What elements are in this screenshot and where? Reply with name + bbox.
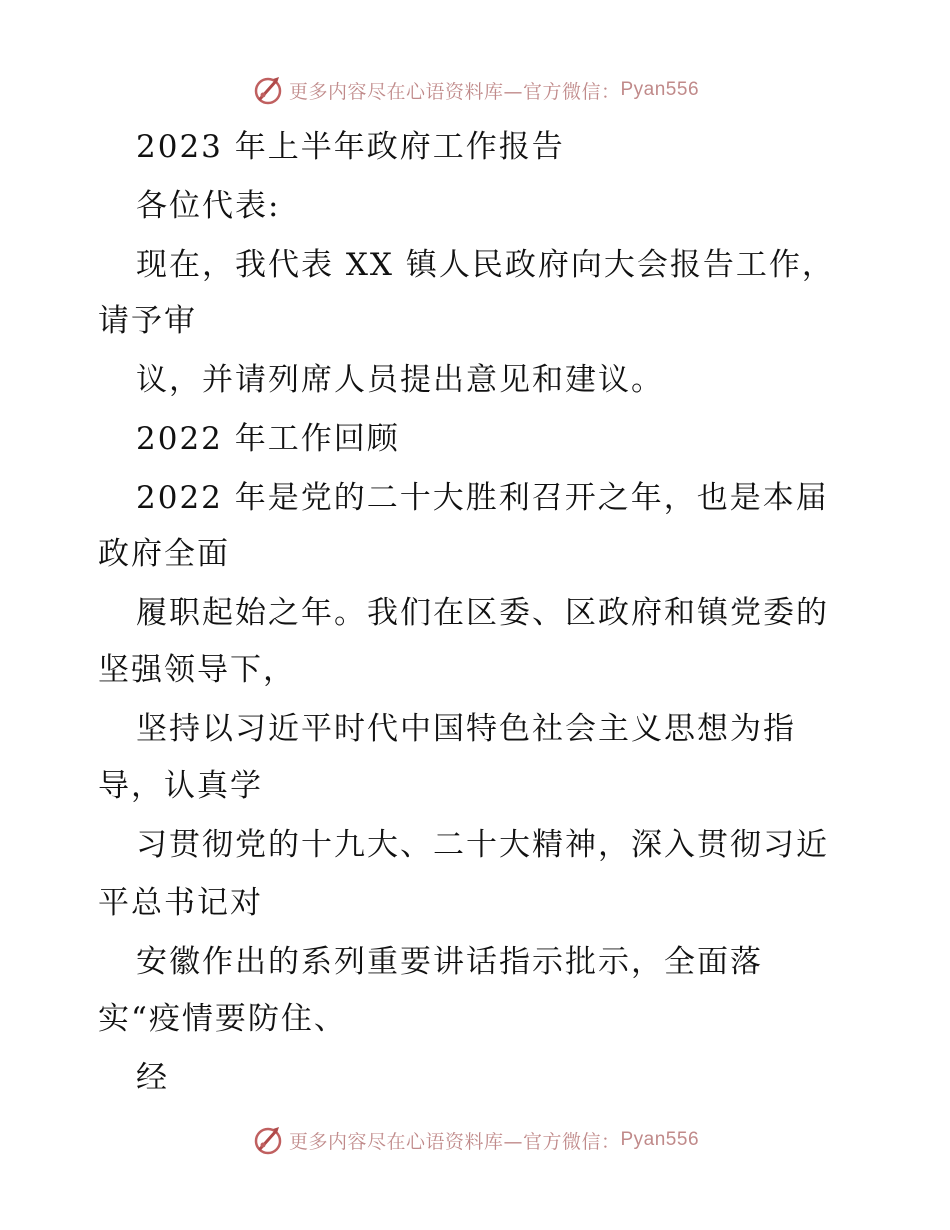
- watermark-text: 更多内容尽在心语资料库—官方微信：: [288, 80, 621, 103]
- doc-line: 实“疫情要防住、: [98, 1001, 347, 1037]
- watermark-handle: Pyan556: [620, 1129, 700, 1150]
- doc-title: 2023 年上半年政府工作报告: [136, 129, 565, 165]
- doc-line: 各位代表:: [136, 188, 281, 224]
- doc-line: 安徽作出的系列重要讲话指示批示，全面落: [136, 944, 763, 980]
- doc-line: 现在，我代表 XX 镇人民政府向大会报告工作，: [136, 247, 835, 283]
- brush-logo-icon: [251, 1123, 285, 1157]
- doc-line: 请予审: [98, 303, 197, 339]
- brush-logo-icon: [251, 73, 285, 107]
- header-watermark: [0, 72, 950, 108]
- footer-watermark: [0, 1122, 950, 1158]
- doc-line: 政府全面: [98, 536, 230, 572]
- doc-line: 坚持以习近平时代中国特色社会主义思想为指: [136, 711, 796, 747]
- watermark-handle: Pyan556: [620, 79, 700, 100]
- doc-line: 习贯彻党的十九大、二十大精神，深入贯彻习近: [136, 827, 829, 863]
- doc-line: 经: [136, 1060, 169, 1096]
- doc-line: 履职起始之年。我们在区委、区政府和镇党委的: [136, 595, 829, 631]
- doc-line: 坚强领导下，: [98, 652, 296, 688]
- doc-line: 2022 年是党的二十大胜利召开之年，也是本届: [136, 480, 829, 516]
- watermark-text: 更多内容尽在心语资料库—官方微信：: [288, 1130, 621, 1153]
- doc-line: 导，认真学: [98, 768, 263, 804]
- doc-section-heading: 2022 年工作回顾: [136, 421, 400, 457]
- doc-line: 议，并请列席人员提出意见和建议。: [136, 362, 664, 398]
- doc-line: 平总书记对: [98, 885, 263, 921]
